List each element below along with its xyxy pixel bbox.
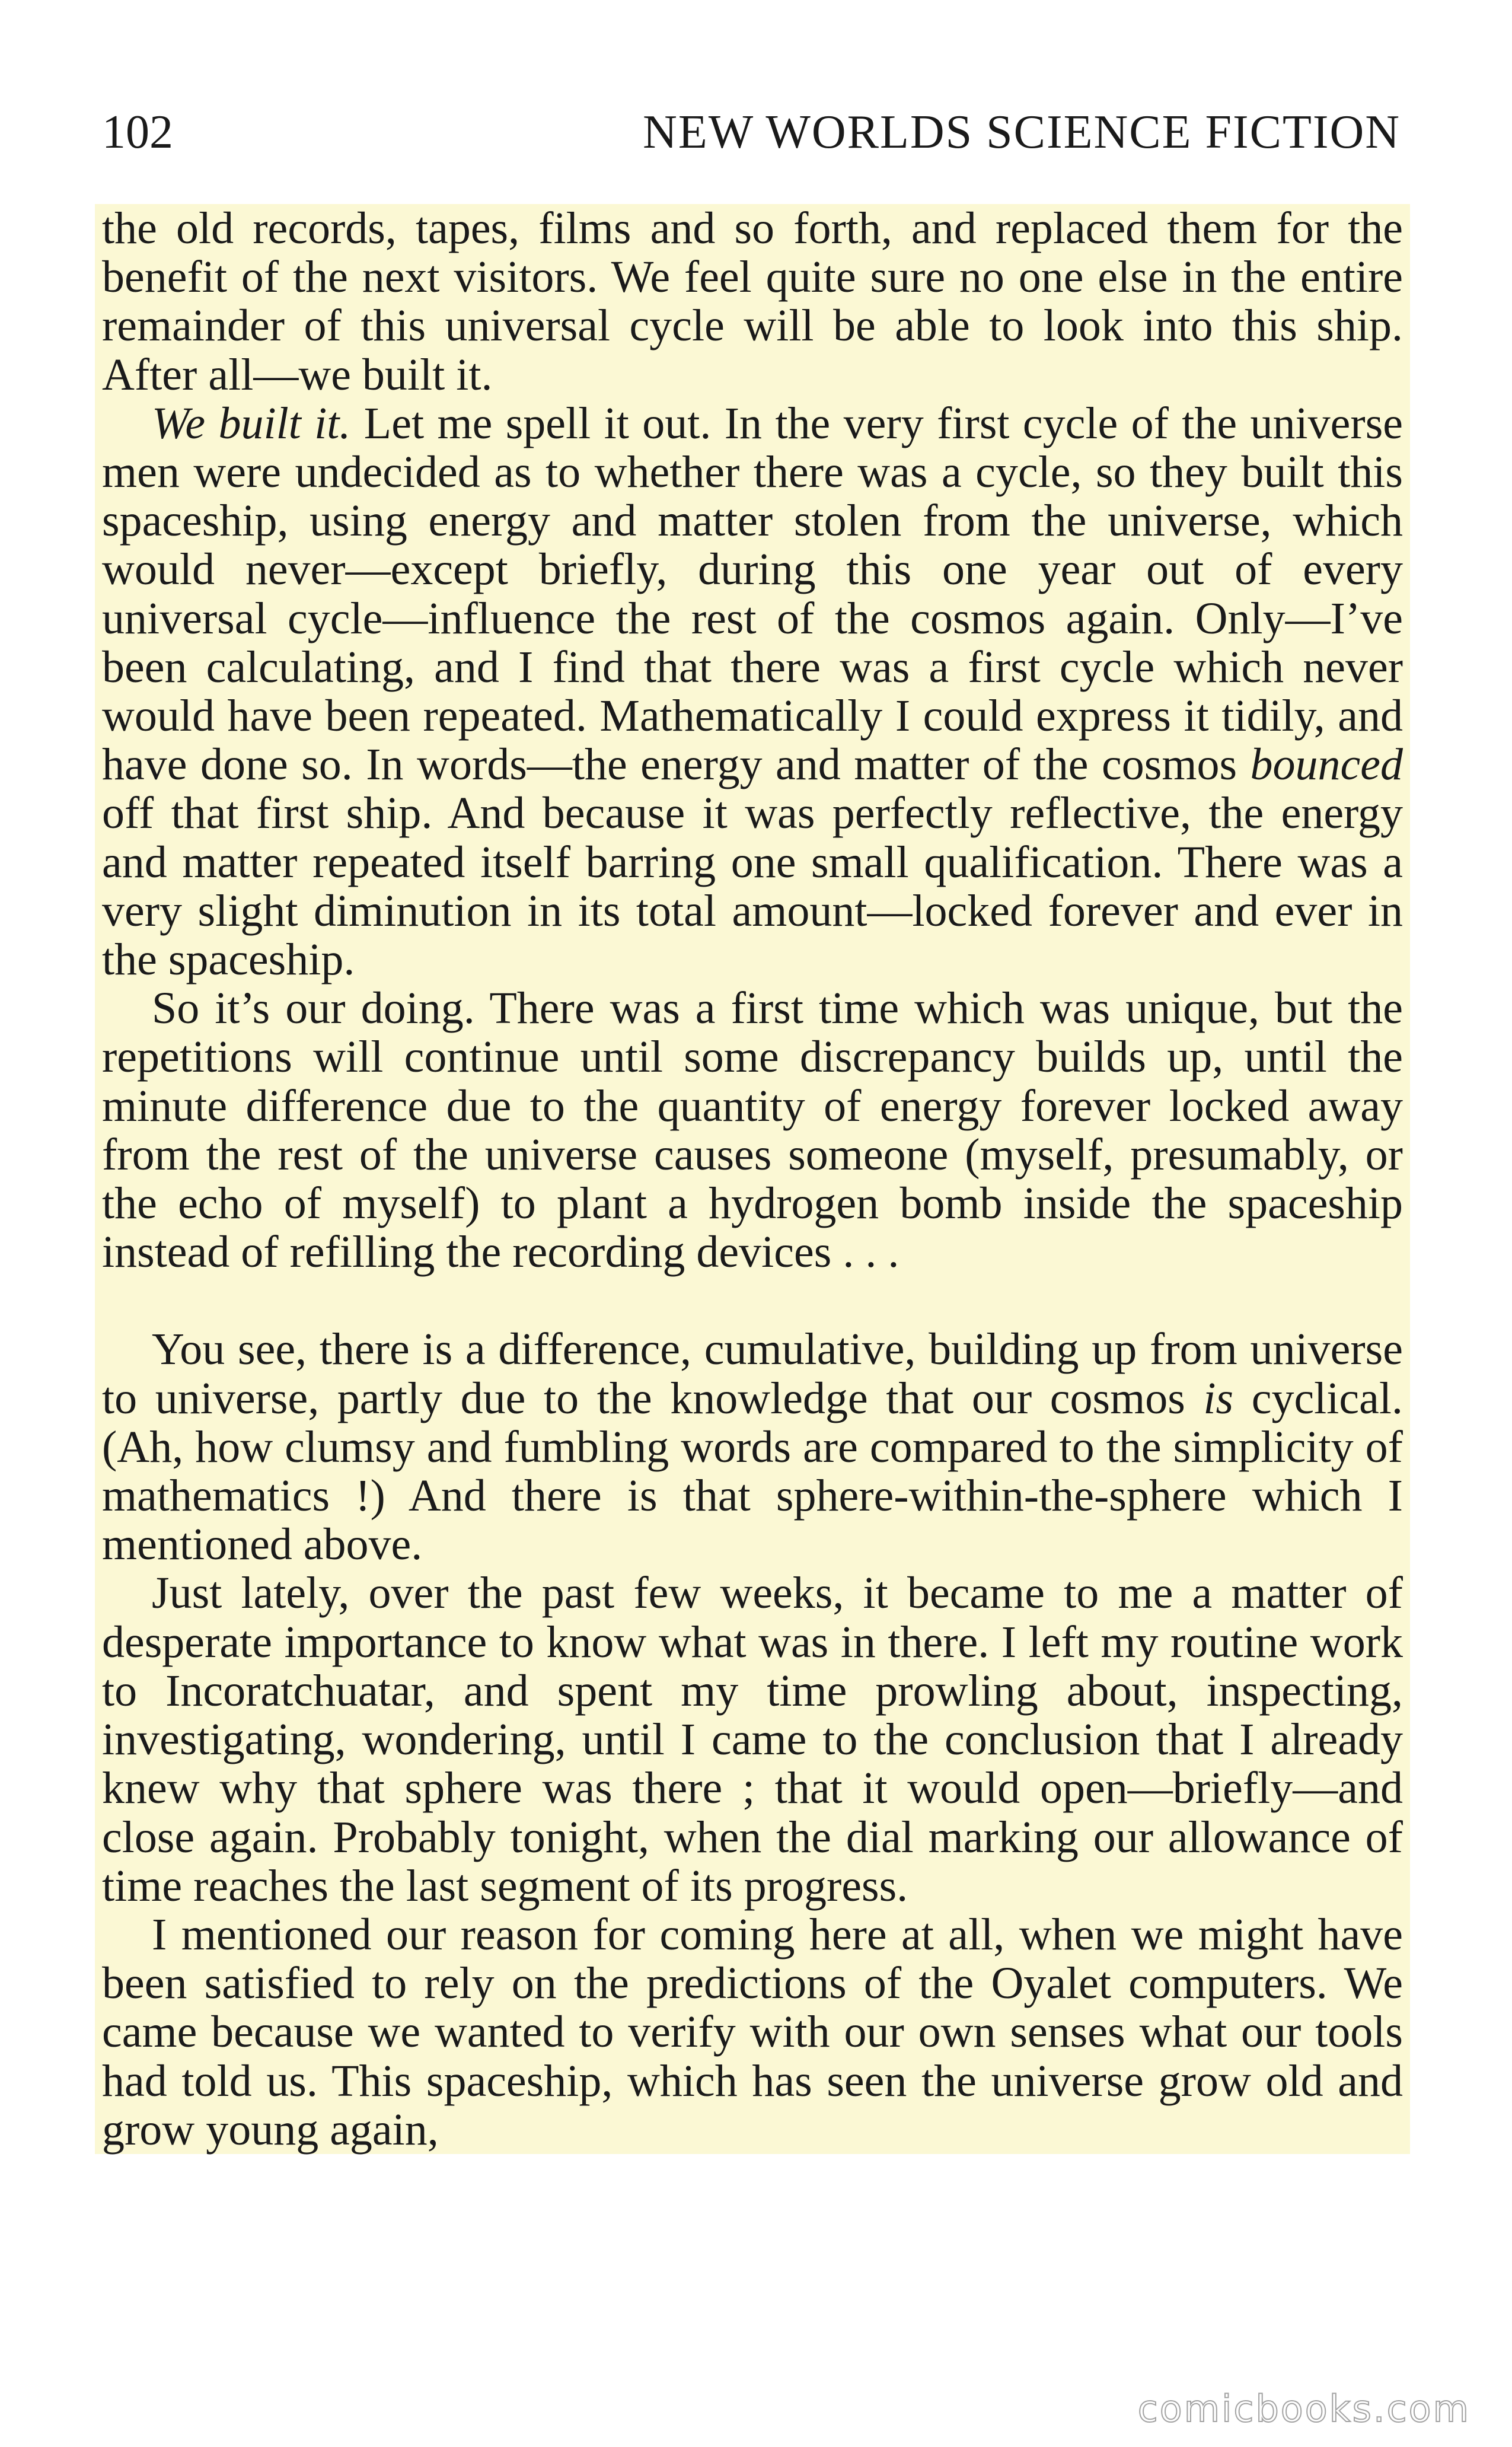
paragraph-3: So it’s our doing. There was a first time which was unique, but the repetitions will continue until some discrepancy builds up, until the minute difference due to the quantity of energy forever locked away from the rest of the universe causes someone (myself, presumably, or the echo of myself) to plant a hydrogen bomb inside the spaceship instead of refilling the recording devices . . . bbox=[102, 983, 1403, 1277]
paragraph-4 bbox=[102, 1325, 1403, 1569]
paragraph-1: the old records, tapes, films and so forth, and replaced them for the benefit of the next visitors. We feel quite sure no one else in the entire remainder of this universal cycle will be able to look into this ship. After all—we built it. bbox=[102, 203, 1403, 400]
paragraph-2 bbox=[102, 399, 1403, 984]
paragraph-6: I mentioned our reason for coming here at all, when we might have been satisfied to rely on the predictions of the Oyalet computers. We came because we wanted to verify with our own senses what our tools had told us. This spaceship, which has seen the universe grow old and grow young again, bbox=[102, 1909, 1403, 2155]
paragraph-4-text-a: You see, there is a difference, cumulative, building up from universe to universe, partly due to the knowledge that our cosmos bbox=[102, 1324, 1403, 1423]
paragraph-4-text-b: cyclical. (Ah, how clumsy and fumbling words are compared to the simplicity of mathematics !) And there is that sphere-within-the-sphere which I mentioned above. bbox=[102, 1373, 1403, 1570]
paragraph-2-text-b: off that first ship. And because it was perfectly reflective, the energy and matter repeated itself barring one small qualification. There was a very slight diminution in its total amount—locked forever and ever in the spaceship. bbox=[102, 788, 1403, 985]
paragraph-2-text-a: Let me spell it out. In the very first cycle of the universe men were undecided as to whether there was a cycle, so they built this spaceship, using energy and matter stolen from the universe, which would never—except briefly, during this one year out of every universal cycle—influence the rest of the cosmos again. Only—I’ve been calculating, and I find that there was a first cycle which never would have been repeated. Mathematically I could express it tidily, and have done so. In words—the energy and matter of the cosmos bbox=[102, 398, 1403, 790]
page-number: 102 bbox=[102, 106, 173, 158]
running-title: NEW WORLDS SCIENCE FICTION bbox=[643, 106, 1401, 158]
emphasis-is: is bbox=[1203, 1373, 1234, 1423]
emphasis-we-built-it: We built it. bbox=[152, 398, 351, 448]
emphasis-bounced: bounced bbox=[1250, 740, 1403, 790]
paragraph-5: Just lately, over the past few weeks, it became to me a matter of desperate importance to know what was in there. I left my routine work to Incoratchuatar, and spent my time prowling about, inspecting, investigating, wondering, until I came to the conclusion that I already knew why that sphere was there ; that it would open—briefly—and close again. Probably tonight, when the dial marking our allowance of time reaches the last segment of its progress. bbox=[102, 1568, 1403, 1911]
watermark: comicbooks.com bbox=[1137, 2387, 1470, 2430]
running-header bbox=[102, 106, 1401, 171]
story-text bbox=[95, 204, 1410, 2154]
